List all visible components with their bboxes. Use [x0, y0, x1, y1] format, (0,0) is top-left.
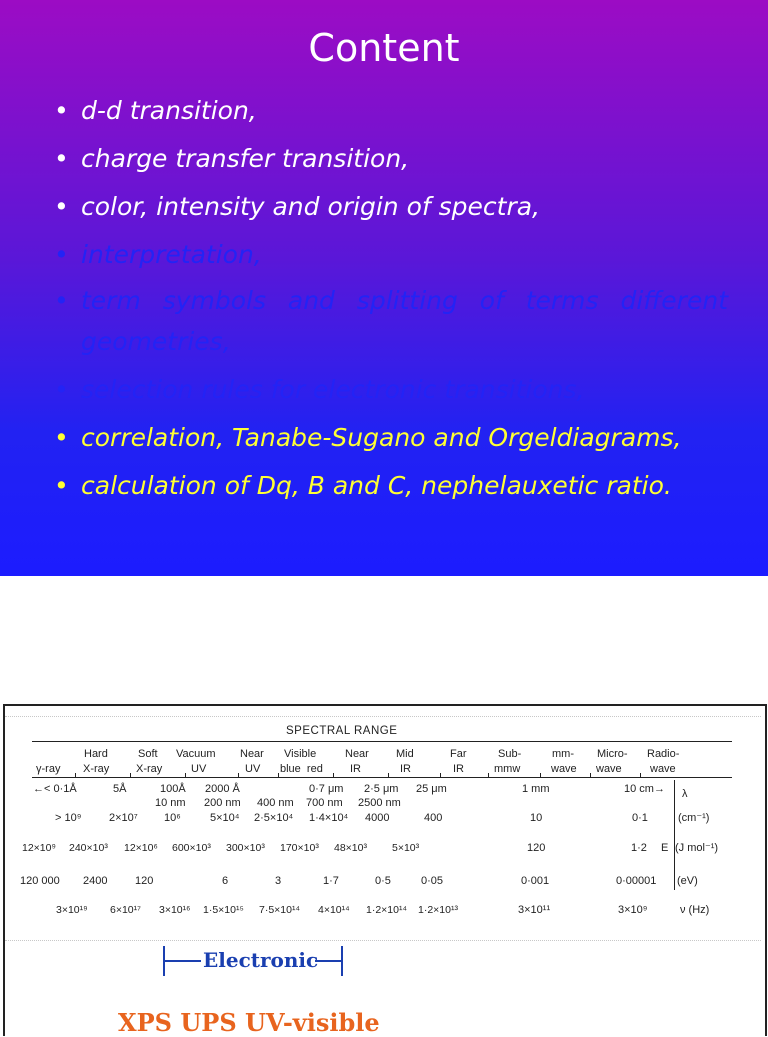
- region-label: mmw: [494, 763, 521, 775]
- bullet-text: color, intensity and origin of spectra,: [81, 192, 541, 221]
- region-label: X-ray: [136, 763, 163, 775]
- frequency-value: 4×10¹⁴: [318, 904, 350, 916]
- wavenumber-value: 5×10⁴: [210, 812, 240, 824]
- frequency-value: 6×10¹⁷: [110, 904, 141, 916]
- frequency-value: 3×10¹⁹: [56, 904, 88, 916]
- bullet-text: interpretation,: [81, 240, 262, 269]
- wavenumber-value: 1·4×10⁴: [309, 812, 349, 824]
- frequency-value: 3×10¹⁶: [159, 904, 191, 916]
- bullet-glyph: •: [54, 144, 69, 173]
- scale-tick: [333, 773, 334, 778]
- wavelength-value: 100Å: [160, 783, 186, 795]
- scale-rule: [32, 777, 732, 778]
- spectral-range-scan: [0, 700, 768, 1037]
- wavenumber-value: 10: [530, 812, 543, 824]
- energy-ev-value: 1·7: [323, 875, 339, 887]
- region-label: X-ray: [83, 763, 110, 775]
- region-label: mm-: [552, 748, 574, 760]
- bullet-item: [54, 465, 728, 506]
- region-label: Mid: [396, 748, 414, 760]
- slide-title: Content: [308, 26, 460, 70]
- bullet-glyph: •: [54, 423, 69, 452]
- bullet-text: selection rules for electronic transitions,: [81, 375, 585, 404]
- wavenumber-value: 10⁶: [164, 812, 181, 824]
- range-arrow-left: [165, 960, 201, 962]
- axis-unit-label: (cm⁻¹): [678, 812, 710, 824]
- energy-value: 240×10³: [69, 842, 108, 854]
- energy-value: 12×10⁶: [124, 842, 158, 854]
- methods-label: XPS UPS UV-visible: [118, 1008, 380, 1037]
- dotted-guide: [5, 716, 761, 717]
- wavelength-nm: 10 nm: [155, 797, 186, 809]
- bullet-glyph: •: [54, 471, 69, 500]
- bullet-text: correlation, Tanabe-Sugano and Orgeldiagrams,: [81, 423, 682, 452]
- region-label: Hard: [84, 748, 108, 760]
- region-label: IR: [350, 763, 361, 775]
- energy-value: 600×10³: [172, 842, 211, 854]
- wavelength-value: 0·7 μm: [309, 783, 344, 795]
- bullet-item: [54, 138, 728, 179]
- energy-value: 5×10³: [392, 842, 420, 854]
- wavelength-value: 25 μm: [416, 783, 447, 795]
- region-label: UV: [245, 763, 261, 775]
- region-label: IR: [453, 763, 464, 775]
- wavelength-value: 5Å: [113, 783, 127, 795]
- energy-value: 300×10³: [226, 842, 265, 854]
- bullet-glyph: •: [54, 375, 69, 404]
- region-label: Radio-: [647, 748, 680, 760]
- wavelength-nm: 700 nm: [306, 797, 343, 809]
- scale-tick: [590, 773, 591, 778]
- range-arrow-right: [315, 960, 341, 962]
- region-label: UV: [191, 763, 207, 775]
- frequency-value: 3×10⁹: [618, 904, 648, 916]
- axis-unit-label: (eV): [677, 875, 698, 887]
- region-label: Near: [345, 748, 369, 760]
- region-label: γ-ray: [36, 763, 61, 775]
- unit-bracket: [674, 780, 679, 890]
- energy-ev-value: 0·5: [375, 875, 391, 887]
- wavelength-value: 2000 Å: [205, 783, 240, 795]
- header-rule: [32, 741, 732, 742]
- wavenumber-value: 4000: [365, 812, 390, 824]
- energy-ev-value: 120: [135, 875, 154, 887]
- energy-ev-value: 0·001: [521, 875, 550, 887]
- region-label: wave: [596, 763, 622, 775]
- wavenumber-value: 2×10⁷: [109, 812, 138, 824]
- scale-tick: [185, 773, 186, 778]
- electronic-label: Electronic: [203, 948, 319, 972]
- bullet-item: [54, 369, 728, 410]
- scale-tick: [640, 773, 641, 778]
- region-label: Soft: [138, 748, 158, 760]
- bullet-item: [54, 90, 728, 131]
- bullet-item: [54, 417, 728, 458]
- region-label: IR: [400, 763, 411, 775]
- region-label: Far: [450, 748, 467, 760]
- wavelength-nm: 400 nm: [257, 797, 294, 809]
- bullet-glyph: •: [54, 240, 69, 269]
- range-end-bar: [341, 946, 343, 976]
- region-label: Micro-: [597, 748, 628, 760]
- energy-ev-value: 120 000: [20, 875, 60, 887]
- scale-tick: [238, 773, 239, 778]
- region-label: Near: [240, 748, 264, 760]
- region-label: wave: [551, 763, 577, 775]
- bullet-text: charge transfer transition,: [81, 144, 410, 173]
- frequency-value: 1·2×10¹⁴: [366, 904, 407, 916]
- energy-value: 120: [527, 842, 546, 854]
- wavelength-value: ←< 0·1Å: [33, 783, 77, 795]
- wavenumber-value: > 10⁹: [55, 812, 82, 824]
- region-label: Vacuum: [176, 748, 216, 760]
- energy-value: 170×10³: [280, 842, 319, 854]
- energy-value: 12×10⁹: [22, 842, 56, 854]
- scale-tick: [440, 773, 441, 778]
- region-label: Sub-: [498, 748, 522, 760]
- frequency-value: 3×10¹¹: [518, 904, 551, 916]
- wavelength-nm: 2500 nm: [358, 797, 401, 809]
- energy-ev-value: 6: [222, 875, 229, 887]
- scale-tick: [488, 773, 489, 778]
- table-title: SPECTRAL RANGE: [286, 725, 398, 737]
- energy-value: 48×10³: [334, 842, 367, 854]
- bullet-text: d-d transition,: [81, 96, 257, 125]
- wavelength-value: 2·5 μm: [364, 783, 399, 795]
- bullet-list: [54, 90, 728, 513]
- bullet-item: [54, 280, 728, 362]
- scale-tick: [278, 773, 279, 778]
- wavelength-value: 1 mm: [522, 783, 550, 795]
- wavenumber-value: 400: [424, 812, 443, 824]
- axis-unit-label: ν (Hz): [680, 904, 710, 916]
- wavenumber-value: 2·5×10⁴: [254, 812, 294, 824]
- axis-unit-label: λ: [682, 788, 688, 800]
- bullet-text: calculation of Dq, B and C, nephelauxetic ratio.: [81, 471, 672, 500]
- scale-tick: [75, 773, 76, 778]
- scale-tick: [388, 773, 389, 778]
- energy-ev-value: 3: [275, 875, 282, 887]
- axis-unit-label: (J mol⁻¹): [675, 842, 719, 854]
- wavelength-nm: 200 nm: [204, 797, 241, 809]
- energy-ev-value: 2400: [83, 875, 108, 887]
- bullet-item: [54, 234, 728, 275]
- scale-tick: [540, 773, 541, 778]
- bullet-text: term symbols and splitting of terms different geometries,: [81, 286, 728, 356]
- frequency-value: 7·5×10¹⁴: [259, 904, 300, 916]
- energy-ev-value: 0·00001: [616, 875, 657, 887]
- region-label: Visible: [284, 748, 317, 760]
- dotted-guide: [5, 940, 761, 941]
- bullet-glyph: •: [54, 286, 69, 315]
- energy-ev-value: 0·05: [421, 875, 444, 887]
- region-label: blue red: [280, 763, 323, 775]
- region-label: wave: [650, 763, 676, 775]
- frequency-value: 1·5×10¹⁵: [203, 904, 244, 916]
- frequency-value: 1·2×10¹³: [418, 904, 458, 916]
- energy-value: 1·2: [631, 842, 647, 854]
- wavenumber-value: 0·1: [632, 812, 648, 824]
- energy-symbol: E: [661, 842, 669, 854]
- scale-tick: [130, 773, 131, 778]
- bullet-glyph: •: [54, 192, 69, 221]
- bullet-glyph: •: [54, 96, 69, 125]
- wavelength-value: 10 cm→: [624, 783, 665, 795]
- bullet-item: [54, 186, 728, 227]
